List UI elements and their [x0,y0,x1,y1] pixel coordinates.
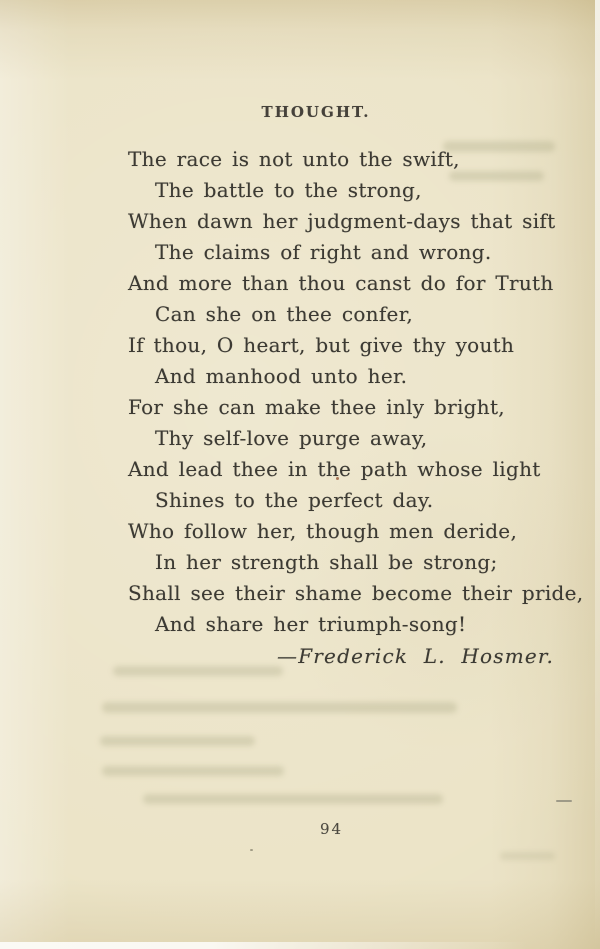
poem-line: In her strength shall be strong; [155,550,498,574]
poem-line: And manhood unto her. [155,364,408,388]
poem-line: The race is not unto the swift, [128,147,460,171]
poem-line: And lead thee in the path whose light [128,457,541,481]
poem-line: And more than thou canst do for Truth [128,271,554,295]
bleed-through-smudge [500,852,555,860]
poem-line: Thy self-love purge away, [155,426,428,450]
bleed-through-smudge [102,766,284,776]
stray-pencil-dash [556,800,572,802]
page-bottom-edge-shading [0,942,600,949]
bleed-through-smudge [102,702,457,713]
poem-attribution: —Frederick L. Hosmer. [277,644,555,668]
poem-line: The claims of right and wrong. [155,240,492,264]
bleed-through-smudge [100,736,255,746]
page-right-edge-shading [595,0,600,949]
poem-line: The battle to the strong, [155,178,422,202]
poem-line: Can she on thee confer, [155,302,414,326]
page-title: THOUGHT. [261,103,371,121]
poem-line: Shines to the perfect day. [155,488,434,512]
bleed-through-smudge [143,794,443,804]
bleed-through-smudge [113,666,283,676]
poem-body [128,144,584,640]
poem-line: Shall see their shame become their pride, [128,581,584,605]
poem-line: When dawn her judgment-days that sift [128,209,556,233]
poem-line: If thou, O heart, but give thy youth [128,333,515,357]
page-number: 94 [320,820,344,838]
poem-line: For she can make thee inly bright, [128,395,505,419]
paper-speck [250,849,253,851]
poem-line: Who follow her, though men deride, [128,519,518,543]
poem-line: And share her triumph-song! [155,612,467,636]
